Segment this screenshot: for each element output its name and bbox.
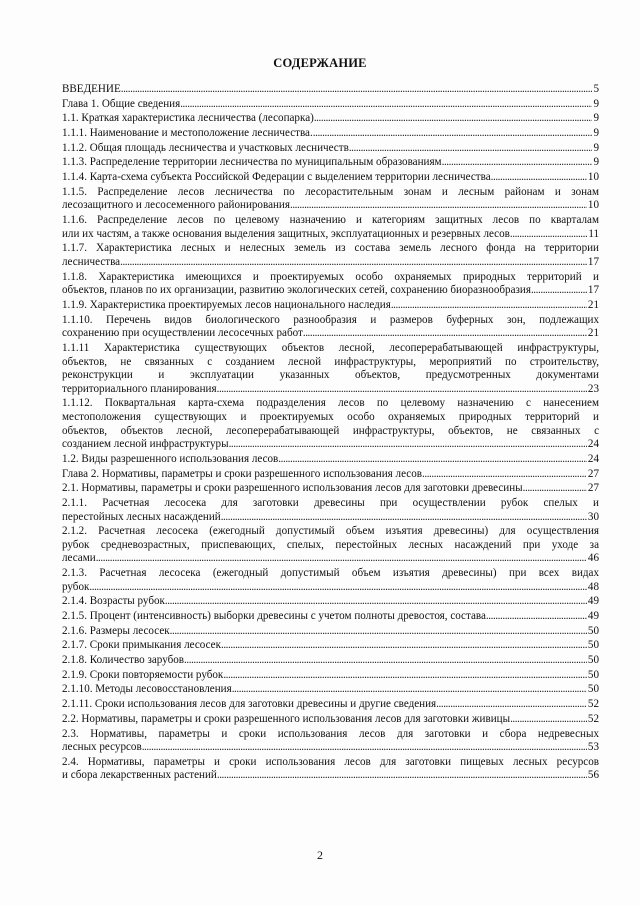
toc-entry — [62, 171, 599, 185]
toc-entry-title: 1.1. Краткая характеристика лесничества (лесопарка) — [62, 112, 314, 125]
toc-entry-title: 2.1.8. Количество зарубов — [62, 654, 185, 667]
toc-entry-title: 2.1.10. Методы лесовосстановления — [62, 683, 232, 696]
toc-entry-title: 2.1.5. Процент (интенсивность) выборки древесины с учетом полноты древостоя, состава — [62, 610, 486, 623]
page-title: СОДЕРЖАНИЕ — [273, 56, 367, 70]
dot-leader — [422, 468, 587, 482]
toc-entry-last-line — [62, 552, 599, 566]
toc-page-number: 17 — [587, 255, 599, 268]
toc-entry-title: лесами — [62, 552, 96, 565]
toc-entry-title: созданием лесной инфраструктуры — [62, 438, 229, 451]
toc-entry — [62, 186, 599, 213]
toc-entry-last-line — [62, 171, 599, 185]
toc-page-number: 50 — [587, 683, 599, 696]
dot-leader — [313, 127, 593, 141]
toc-entry-title: 1.1.2. Общая площадь лесничества и участковых лесничеств — [62, 141, 349, 154]
toc-entry — [62, 314, 599, 341]
toc-entry-last-line — [62, 83, 599, 97]
toc-page-number: 49 — [587, 610, 599, 623]
toc-page-number: 50 — [587, 624, 599, 637]
dot-leader — [217, 769, 587, 783]
dot-leader — [531, 284, 587, 298]
toc-entry-last-line — [62, 468, 599, 482]
toc-page-number: 49 — [587, 595, 599, 608]
dot-leader — [180, 98, 592, 112]
toc-page-number: 50 — [587, 668, 599, 681]
toc-page-number: 9 — [593, 97, 599, 110]
toc-entry-text-line: 1.1.11 Характеристика существующих объектов лесной, лесоперерабатывающей инфраструктуры, — [62, 341, 599, 354]
toc-page-number: 9 — [593, 112, 599, 125]
dot-leader — [510, 228, 587, 242]
toc-entry-last-line — [62, 156, 599, 170]
toc-entry — [62, 98, 599, 112]
toc-entry-title: Глава 2. Нормативы, параметры и сроки разрешенного использования лесов — [62, 467, 422, 480]
toc-entry-last-line — [62, 741, 599, 755]
dot-leader — [290, 199, 587, 213]
dot-leader — [229, 438, 587, 452]
toc-page-number: 30 — [587, 510, 599, 523]
toc-entry — [62, 567, 599, 594]
dot-leader — [442, 156, 593, 170]
toc-entry-title: и сбора лекарственных растений — [62, 769, 217, 782]
toc-entry-text-line: 1.1.8. Характеристика имеющихся и проектируемых особо охраняемых природных территорий и — [62, 270, 599, 283]
dot-leader — [96, 552, 587, 566]
toc-page-number: 56 — [587, 769, 599, 782]
toc-entry-text-line: реконструкции и эксплуатации указанных объектов, предусмотренных документами — [62, 369, 599, 382]
toc-entry — [62, 242, 599, 269]
toc-entry-title: 2.2. Нормативы, параметры и сроки разрешенного использования лесов для заготовки живицы — [62, 712, 511, 725]
toc-page-number: 27 — [587, 482, 599, 495]
toc-entry — [62, 713, 599, 727]
toc-page-number: 5 — [593, 83, 599, 95]
dot-leader — [486, 610, 587, 624]
toc-entry-title: ВВЕДЕНИЕ — [62, 83, 121, 95]
toc-entry-last-line — [62, 581, 599, 595]
toc-entry — [62, 698, 599, 712]
dot-leader — [217, 383, 587, 397]
dot-leader — [391, 299, 587, 313]
dot-leader — [89, 581, 587, 595]
toc-entry-last-line — [62, 256, 599, 270]
dot-leader — [278, 453, 587, 467]
toc-entry-text-line: 1.1.10. Перечень видов биологического разнообразия и размеров буферных зон, подлежащих — [62, 313, 599, 326]
toc-entry — [62, 610, 599, 624]
toc-entry — [62, 595, 599, 609]
dot-leader — [491, 171, 587, 185]
dot-leader — [349, 142, 593, 156]
dot-leader — [314, 112, 593, 126]
toc-entry-text-line: 2.4. Нормативы, параметры и сроки использования лесов для заготовки пищевых лесных ресурсов — [62, 755, 599, 768]
toc-entry-last-line — [62, 284, 599, 298]
toc-page-number: 24 — [587, 438, 599, 451]
dot-leader — [223, 669, 587, 683]
toc-page-number: 10 — [587, 171, 599, 184]
toc-entry-text-line: местоположения существующих и проектируемых особо охраняемых природных территорий и — [62, 410, 599, 423]
dot-leader — [165, 595, 587, 609]
toc-entry-last-line — [62, 654, 599, 668]
toc-page-number: 21 — [587, 327, 599, 340]
toc-entry-title: перестойных лесных насаждений — [62, 510, 221, 523]
toc-entry-title: сохранению при осуществлении лесосечных работ — [62, 327, 303, 340]
toc-page-number: 9 — [593, 141, 599, 154]
toc-entry-last-line — [62, 299, 599, 313]
toc-entry-text-line: объектов, объектов лесной, лесоперерабатывающей инфраструктуры, объектов, не связанных с — [62, 424, 599, 437]
toc-entry-title: объектов, планов по их организации, развитию экологических сетей, сохранению биоразнообразия — [62, 284, 531, 297]
toc-page-number: 53 — [587, 741, 599, 754]
toc-entry-text-line: 1.1.12. Поквартальная карта-схема подразделения лесов по целевому назначению с нанесением — [62, 397, 599, 410]
toc-entry — [62, 112, 599, 126]
toc-entry-text-line: 1.1.5. Распределение лесов лесничества по лесорастительным зонам и лесным районам и зонам — [62, 185, 599, 198]
toc-entry-title: территориального планирования — [62, 382, 217, 395]
toc-entry-title: 2.1.4. Возрасты рубок — [62, 595, 165, 608]
toc-entry-text-line: 1.1.6. Распределение лесов по целевому назначению и категориям защитных лесов по кварталам — [62, 214, 599, 227]
toc-page-number: 21 — [587, 298, 599, 311]
toc-page-number: 9 — [593, 156, 599, 169]
toc-entry-last-line — [62, 698, 599, 712]
dot-leader — [436, 698, 587, 712]
toc-page-number: 9 — [593, 127, 599, 140]
toc-entry-title: лесничества — [62, 255, 121, 268]
toc-entry-last-line — [62, 713, 599, 727]
toc-entry-text-line: объектов, не связанных с созданием лесной инфраструктуры, мероприятий по строительству, — [62, 355, 599, 368]
dot-leader — [221, 639, 587, 653]
toc-entry — [62, 142, 599, 156]
toc-entry — [62, 156, 599, 170]
toc-entry-last-line — [62, 98, 599, 112]
toc-entry-last-line — [62, 610, 599, 624]
toc-entry-last-line — [62, 142, 599, 156]
toc-entry — [62, 83, 599, 97]
toc-entry-title: 1.1.1. Наименование и местоположение лесничества. — [62, 127, 313, 140]
toc-entry-last-line — [62, 595, 599, 609]
dot-leader — [184, 654, 587, 668]
toc-page-number: 23 — [587, 382, 599, 395]
toc-page-number: 52 — [587, 712, 599, 725]
dot-leader — [120, 256, 587, 270]
toc-entry — [62, 397, 599, 451]
toc-entry-last-line — [62, 438, 599, 452]
dot-leader — [142, 741, 587, 755]
toc-entry — [62, 299, 599, 313]
dot-leader — [121, 83, 593, 97]
toc-entry-last-line — [62, 453, 599, 467]
toc-entry — [62, 342, 599, 396]
toc-entry-last-line — [62, 669, 599, 683]
toc-entry-last-line — [62, 683, 599, 697]
toc-entry-text-line: 1.1.7. Характеристика лесных и нелесных земель из состава земель лесного фонда на территории — [62, 242, 599, 255]
toc-entry — [62, 214, 599, 241]
dot-leader — [523, 482, 587, 496]
toc-entry-last-line — [62, 112, 599, 126]
toc-entry-text-line: 2.3. Нормативы, параметры и сроки использования лесов для заготовки и сбора недревесных — [62, 727, 599, 740]
toc-entry-title: 2.1.7. Сроки примыкания лесосек — [62, 639, 221, 652]
toc-entry-title: 1.1.9. Характеристика проектируемых лесов национального наследия — [62, 298, 391, 311]
toc-entry — [62, 127, 599, 141]
toc-entry-title: 2.1.6. Размеры лесосек — [62, 624, 170, 637]
dot-leader — [232, 683, 587, 697]
toc-page-number: 11 — [588, 227, 599, 240]
toc-entry-text-line: 2.1.3. Расчетная лесосека (ежегодный допустимый объем изъятия древесины) при всех видах — [62, 567, 599, 580]
toc-entry-title: 1.2. Виды разрешенного использования лесов — [62, 452, 279, 465]
dot-leader — [170, 625, 587, 639]
page-number: 2 — [317, 848, 323, 862]
toc-page-number: 50 — [587, 654, 599, 667]
toc-entry-title: Глава 1. Общие сведения — [62, 97, 181, 110]
toc-entry — [62, 756, 599, 783]
toc-entry-last-line — [62, 769, 599, 783]
toc-entry — [62, 482, 599, 496]
toc-entry-title: 2.1. Нормативы, параметры и сроки разрешенного использования лесов для заготовки древесины — [62, 482, 523, 495]
toc-entry — [62, 453, 599, 467]
toc-entry-title: 2.1.11. Сроки использования лесов для заготовки древесины и другие сведения — [62, 698, 437, 711]
toc-page-number: 46 — [587, 552, 599, 565]
toc-entry-title: 1.1.3. Распределение территории лесничества по муниципальным образованиям — [62, 156, 442, 169]
toc-page-number: 17 — [587, 284, 599, 297]
toc-entry-title: 2.1.9. Сроки повторяемости рубок — [62, 668, 224, 681]
toc-entry-text-line: рубок средневозрастных, приспевающих, спелых, перестойных лесных насаждений при уходе за — [62, 538, 599, 551]
toc-entry — [62, 271, 599, 298]
table-of-contents — [62, 83, 599, 784]
toc-page-number: 52 — [587, 698, 599, 711]
toc-entry-last-line — [62, 625, 599, 639]
toc-entry-last-line — [62, 511, 599, 525]
dot-leader — [510, 713, 587, 727]
toc-entry-last-line — [62, 639, 599, 653]
toc-entry-title: лесозащитного и лесосеменного районирования — [62, 199, 290, 212]
toc-page-number: 48 — [587, 580, 599, 593]
toc-entry-last-line — [62, 383, 599, 397]
toc-entry-title: или их частям, а также основания выделения защитных, эксплуатационных и резервных лесов — [62, 227, 510, 240]
toc-entry-last-line — [62, 228, 599, 242]
toc-entry — [62, 654, 599, 668]
toc-entry-last-line — [62, 199, 599, 213]
toc-entry-last-line — [62, 127, 599, 141]
toc-entry — [62, 525, 599, 566]
toc-entry-last-line — [62, 482, 599, 496]
toc-entry — [62, 669, 599, 683]
toc-entry-title: 1.1.4. Карта-схема субъекта Российской Федерации с выделением территории лесничества — [62, 171, 491, 184]
toc-page-number: 27 — [587, 467, 599, 480]
toc-page-number: 10 — [587, 199, 599, 212]
toc-entry — [62, 639, 599, 653]
toc-entry — [62, 683, 599, 697]
toc-entry — [62, 468, 599, 482]
dot-leader — [221, 511, 587, 525]
toc-entry-text-line: 2.1.2. Расчетная лесосека (ежегодный допустимый объем изъятия древесины) для осуществления — [62, 525, 599, 538]
toc-entry-title: лесных ресурсов — [62, 741, 142, 754]
dot-leader — [303, 327, 587, 341]
toc-page-number: 24 — [587, 452, 599, 465]
toc-entry-last-line — [62, 327, 599, 341]
toc-entry-title: рубок — [62, 580, 90, 593]
toc-entry-text-line: 2.1.1. Расчетная лесосека для заготовки древесины при осуществлении рубок спелых и — [62, 496, 599, 509]
toc-entry — [62, 497, 599, 524]
toc-entry — [62, 728, 599, 755]
toc-entry — [62, 625, 599, 639]
toc-page-number: 50 — [587, 639, 599, 652]
